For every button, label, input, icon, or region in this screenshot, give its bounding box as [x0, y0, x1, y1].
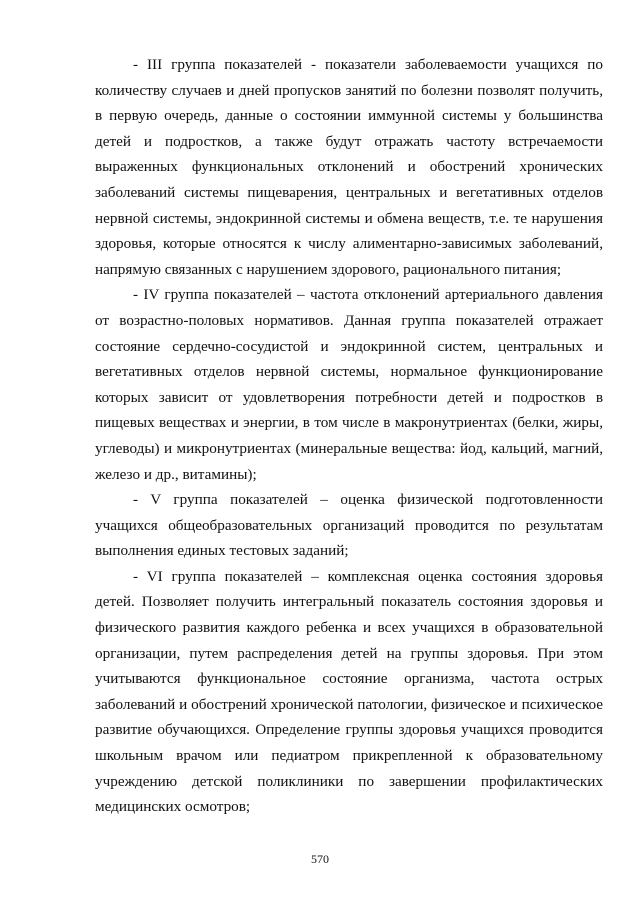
paragraph-group-5: - V группа показателей – оценка физической подготовленности учащихся общеобразовательных организаций проводится по результатам выполнения единых тестовых заданий; [95, 491, 603, 560]
body-text [95, 52, 603, 820]
paragraph-group-6: - VI группа показателей – комплексная оценка состояния здоровья детей. Позволяет получить интегральный показатель состояния здоровья и физического развития каждого ребенка и всех учащихся в образовательной организации, путем распределения детей на группы здоровья. При этом учитываются функциональное состояние организма, частота острых заболеваний и обострений хронической патологии, физическое и психическое развитие обучающихся. Определение группы здоровья учащихся проводится школьным врачом или педиатром прикрепленной к образовательному учреждению детской поликлиники по завершении профилактических медицинских осмотров; [95, 567, 603, 816]
paragraph-group-4: - IV группа показателей – частота отклонений артериального давления от возрастно-половых нормативов. Данная группа показателей отражает состояние сердечно-сосудистой и эндокринной систем, центральных и вегетативных отделов нервной системы, нормальное функционирование которых зависит от удовлетворения потребности детей и подростков в пищевых веществах и энергии, в том числе в макронутриентах (белки, жиры, углеводы) и микронутриентах (минеральные вещества: йод, кальций, магний, железо и др., витамины); [95, 286, 603, 483]
paragraph-group-3: - III группа показателей - показатели заболеваемости учащихся по количеству случаев и дней пропусков занятий по болезни позволят получить, в первую очередь, данные о состоянии иммунной системы у большинства детей и подростков, а также будут отражать частоту встречаемости выраженных функциональных отклонений и обострений хронических заболеваний системы пищеварения, центральных и вегетативных отделов нервной системы, эндокринной системы и обмена веществ, т.е. те нарушения здоровья, которые относятся к числу алиментарно-зависимых заболеваний, напрямую связанных с нарушением здорового, рационального питания; [95, 56, 603, 278]
page-number: 570 [311, 852, 329, 866]
